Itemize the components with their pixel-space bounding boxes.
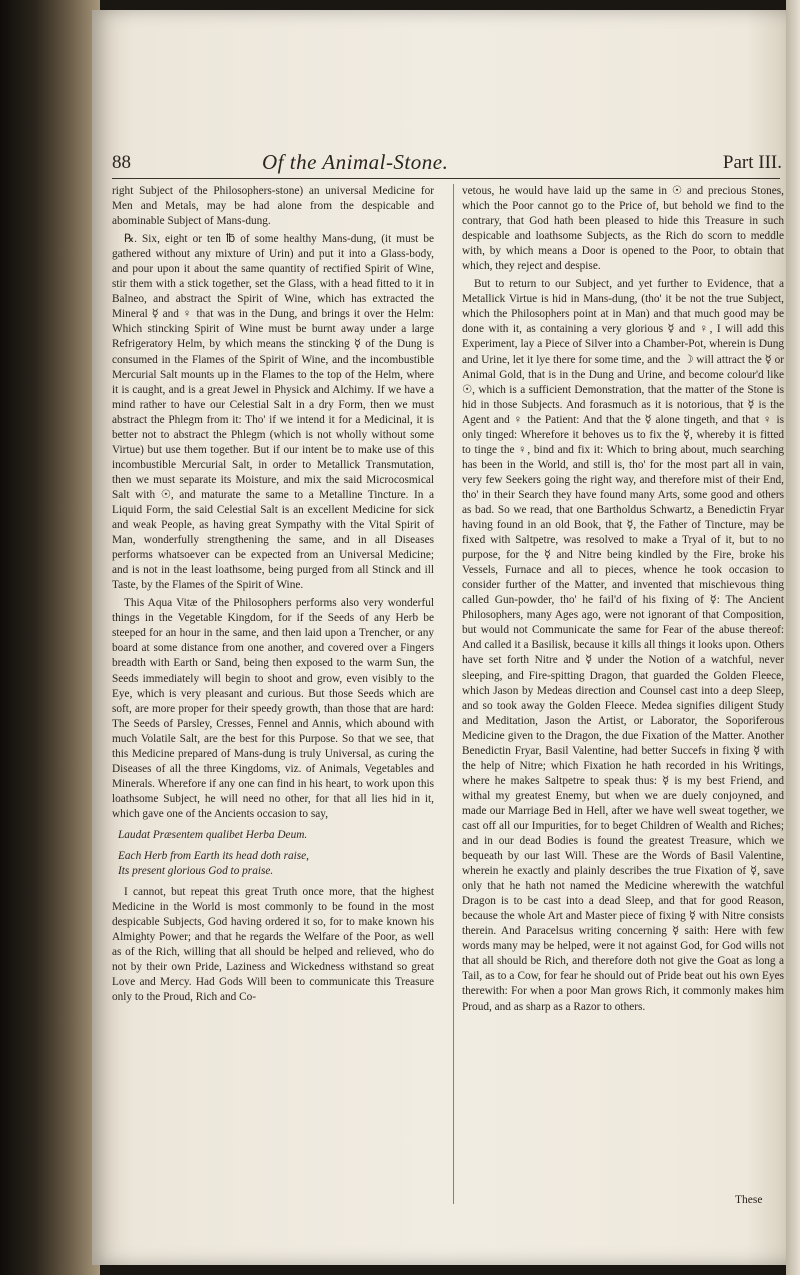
paragraph: vetous, he would have laid up the same in ☉ and precious Stones, which the Poor cannot go to the Price of, but behold we find to the contrary, that God hath been pleased to hide this Treasure in such despicable and loathsome Subjects, as the Rich do scorn to meddle with, by which means a Door is opened to the Poor, to obtain that which, they reject and despise.: [462, 185, 784, 273]
paragraph: ℞. Six, eight or ten ℔ of some healthy Mans-dung, (it must be gathered without any mixture of Urin) and put it into a Glass-body, and pour upon it about the same quantity of rectified Spirit of Wine, stir them with a stick together, set the Glass, with a head fitted to it in Balneo, and abstract the Spirit of Wine, which has extracted the Mineral ☿ and ♀ that was in the Dung, and brings it over the Helm: Which stincking Spirit of Wine must be burnt away under a large Refrigeratory Helm, by which means the stincking ☿ of the Dung is consumed in the Flames of the Spirit of Wine, and the incombustible Mercurial Salt mounts up in the Flames to the top of the Helm, where it is caught, and is a great Jewel in Physick and Alchimy. If we have a mind rather to have our Celestial Salt in a dry Form, then we must abstract the Phlegm from it: Tho' if we intend it for a Medicinal, it is better not to abstract the Phlegm (which is not wholly without some Virtue) but use them together. But if our intent be to make use of this incombustible Mercurial Salt, in order to Metallick Transmutation, then we must separate its Moisture, and mix the said Microcosmical Salt with ☉, and maturate the same to a Metalline Tincture. In a Liquid Form, the said Celestial Salt is an excellent Medicine for sick and weak People, as having great Sympathy with the Vital Spirit of Man, wonderfully strengthening the same, and in all Diseases performs whatsoever can be expected from an Universal Medicine; and is not in the least loathsome, being purged from all Stinck and ill Taste, by the Flames of the Spirit of Wine.: [112, 233, 434, 592]
left-column: [112, 184, 434, 1008]
part-label: Part III.: [722, 152, 782, 173]
catchword: These: [735, 1194, 763, 1206]
right-column: [462, 184, 784, 1018]
paragraph: I cannot, but repeat this great Truth once more, that the highest Medicine in the World is most commonly to be found in the most despicable Subjects, God having ordered it so, for to make known his Almighty Power; and that he regards the Welfare of the Poor, as well as of the Rich, willing that all should be helped and relieved, who do not by their own Pride, Laziness and Wickedness withstand so great Love and Mercy. Had Gods Will been to communicate this Treasure only to the Proud, Rich and Co-: [112, 886, 434, 1004]
verse-line: Each Herb from Earth its head doth raise,: [118, 850, 309, 863]
running-title: Of the Animal-Stone.: [262, 150, 449, 174]
paragraph: But to return to our Subject, and yet further to Evidence, that a Metallick Virtue is hid in Mans-dung, (tho' it be not the true Subject, which the Philosophers point at in Man) and that much good may be done with it, as containing a very glorious ☿ and ♀, I will add this Experiment, lay a Piece of Silver into a Chamber-Pot, wherein is Dung and Urine, let it lye there for some time, and the ☽ will attract the ☿ or Animal Gold, that is in the Dung and Urine, and become colour'd like ☉, which is a sufficient Demonstration, that the matter of the Stone is hid in those Subjects. And forasmuch as it is notorious, that ☿ is the Agent and ♀ the Patient: And that the ☿ alone tingeth, and that ♀ is only tinged: Wherefore it behoves us to fix the ☿, whereby it is fitted to tinge the ♀, bind and fix it: Which to bring about, much searching has been in the World, and still is, tho' for the most part all in vain, very few Seekers going the right way, and therefore mist of their End, tho' in their Search they have found many Arts, some good and others as bad. So we read, that one Bartholdus Schwartz, a Benedictin Fryar having found in an old Book, that ☿, the Father of Tincture, may be fixed with Saltpetre, was resolved to make a Tryal of it, but to no purpose, for the ☿ and Nitre being kindled by the Fire, broke his Vessels, Furnace and all to pieces, whence he took occasion to consider further of the Matter, and invented that mischievous thing called Gun-powder, tho' he fail'd of his fixing of ☿: The Ancient Philosophers, many Ages ago, were not ignorant of that Composition, but would not Communicate the same for Fear of the abuse thereof: And called it a Basilisk, because it kills all things it looks upon. Others have set forth Nitre and ☿ under the Notion of a watchful, never sleeping, and Fire-spitting Dragon, that guarded the Golden Fleece, which Jason by Medeas direction and Counsel cast into a deep Sleep, and so took away the Golden Fleece. Medea signifies diligent Study and Meditation, Jason the Artist, or Laborator, the Soporiferous Medicine given to the Dragon, the due Fixation of the Matter. Another Benedictin Fryar, Basil Valentine, had better Succefs in fixing ☿ with the help of Nitre; which Fixation he hath recorded in his Writings, where he makes Saltpetre to speak thus: ☿ is my best Friend, and withal my greatest Enemy, but when we are duely conjoyned, and made our Marriage Bed in Hell, after we have well sweat together, we cast off all our Impurities, for to beget Children of Wealth and Riches; and in our dead Bodies is found the greatest Treasure, which we bequeath by our last Will. These are the Words of Basil Valentine, wherein he exactly and plainly describes the true Fixation of ☿, save only that he hath not named the Medicine wherewith the watchful Dragon is to be cast into a dead Sleep, and that for good Reason, because the whole Art and Master piece of fixing ☿ with Nitre consists therein. And Paracelsus writing concerning ☿ saith: Here with few words many may be helped, were it not against God, for God wills not that all should be Rich, and therefore doth not give the Goat as long a Tail, as to a Cow, for fear he should out of Pride beat out his own Eyes therewith: For when a poor Man grows Rich, it commonly makes him Proud, and as sharp as a Razor to others.: [462, 278, 784, 1013]
paragraph: right Subject of the Philosophers-stone) an universal Medicine for Men and Metals, may be had alone from the despicable and abominable Subject of Mans-dung.: [112, 185, 434, 228]
next-page-edge: [786, 0, 800, 1275]
verse-line: Its present glorious God to praise.: [118, 865, 274, 878]
book-spine-edge: [0, 0, 100, 1275]
paragraph: This Aqua Vitæ of the Philosophers performs also very wonderful things in the Vegetable Kingdom, for if the Seeds of any Herb be steeped for an hour in the same, and then laid upon a Trencher, or any board at some distance from one another, and covered over a Fingers breadth with Earth or Sand, being then exposed to the warm Sun, the Seeds immediately will begin to shoot and grow, even visibly to the Eye, which is very pleasant and curious. But those Seeds which are soft, are more proper for their speedy growth, than those that are hard: The Seeds of Parsley, Cresses, Fennel and Annis, which abound with much Volatile Salt, are the best for this Purpose. So that we see, that this Medicine prepared of Mans-dung is truly Universal, as curing the Diseases of all the three Kingdoms, viz. of Animals, Vegetables and Minerals. Wherefore if any one can find in his heart, to work upon this loathsome Subject, he will need no other, for that all lies hid in it, which gave one of the Ancients occasion to say,: [112, 597, 434, 820]
verse-latin: Laudat Præsentem qualibet Herba Deum.: [118, 828, 308, 841]
column-divider: [453, 184, 454, 1204]
header-rule: [112, 178, 780, 179]
page-header: [112, 150, 782, 178]
page-number: 88: [112, 152, 131, 173]
